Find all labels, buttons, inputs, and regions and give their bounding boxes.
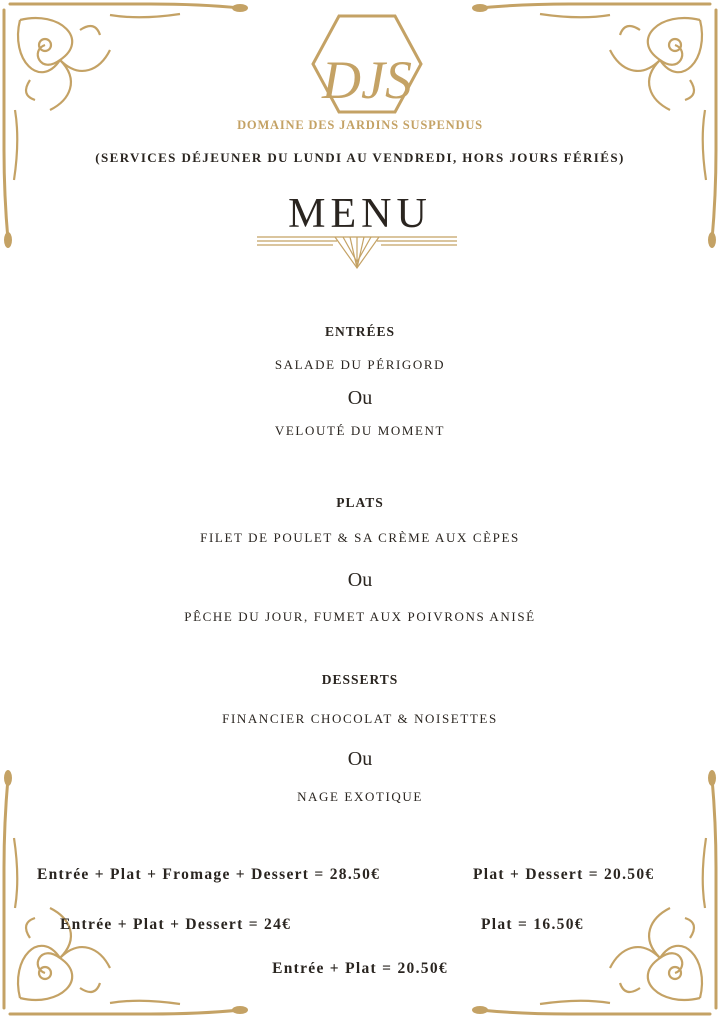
plat-option-2: PÊCHE DU JOUR, FUMET AUX POIVRONS ANISÉ (184, 609, 536, 624)
entree-separator: Ou (347, 387, 373, 409)
price-entree-plat: Entrée + Plat = 20.50€ (272, 960, 448, 977)
price-plat: Plat = 16.50€ (481, 916, 584, 933)
section-heading-plats: PLATS (336, 495, 384, 510)
section-heading-desserts: DESSERTS (321, 672, 399, 687)
price-entree-plat-dessert: Entrée + Plat + Dessert = 24€ (60, 916, 292, 933)
plat-option-1: FILET DE POULET & SA CRÈME AUX CÈPES (200, 530, 520, 545)
dessert-option-1: FINANCIER CHOCOLAT & NOISETTES (222, 711, 498, 726)
entree-option-2: VELOUTÉ DU MOMENT (274, 423, 446, 438)
price-plat-dessert: Plat + Dessert = 20.50€ (473, 866, 655, 883)
brand-name: DOMAINE DES JARDINS SUSPENDUS (237, 118, 483, 132)
dessert-option-2: NAGE EXOTIQUE (297, 789, 423, 804)
entree-option-1: SALADE DU PÉRIGORD (274, 357, 446, 372)
section-heading-entrees: ENTRÉES (324, 324, 396, 339)
menu-divider-ornament (257, 232, 457, 272)
menu-title: MENU (288, 191, 432, 237)
service-note: (SERVICES DÉJEUNER DU LUNDI AU VENDREDI, HORS JOURS FÉRIÉS) (95, 150, 625, 165)
dessert-separator: Ou (347, 748, 373, 770)
price-full-menu: Entrée + Plat + Fromage + Dessert = 28.50€ (37, 866, 381, 883)
monogram-logo (311, 14, 423, 114)
corner-ornament-bottom-right (470, 768, 720, 1018)
plat-separator: Ou (347, 569, 373, 591)
corner-ornament-bottom-left (0, 768, 250, 1018)
monogram-text: DJS (322, 50, 412, 110)
